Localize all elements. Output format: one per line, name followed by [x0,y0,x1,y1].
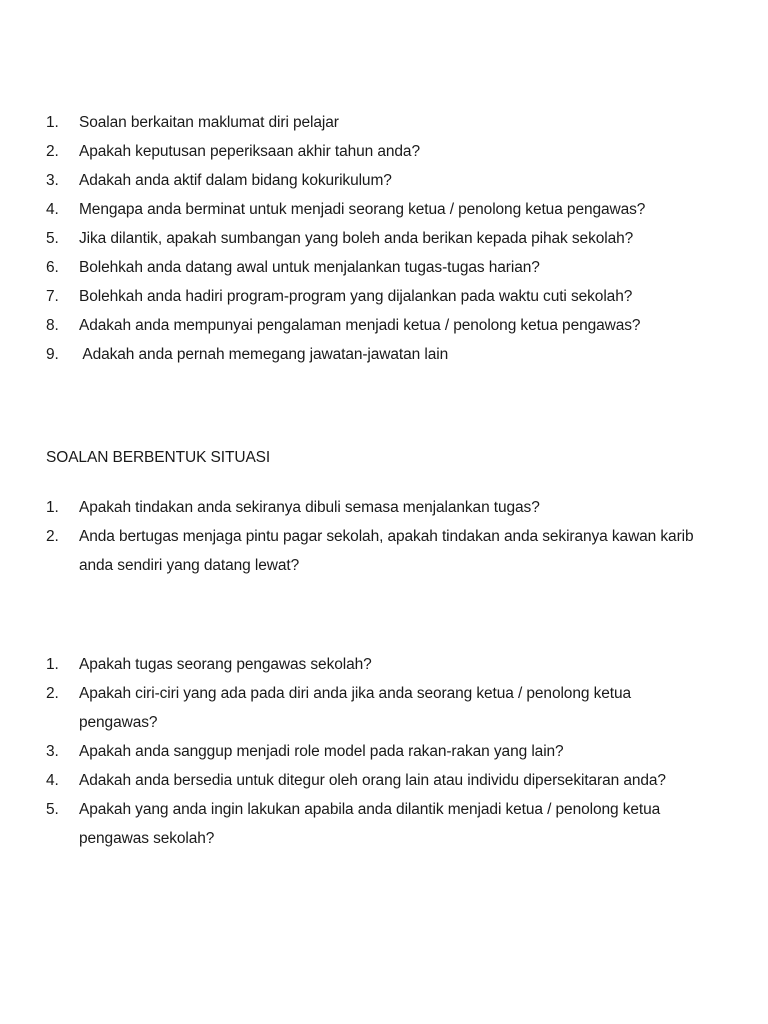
item-number: 4. [46,772,59,789]
item-number: 4. [46,201,59,218]
item-text: Soalan berkaitan maklumat diri pelajar [79,114,339,131]
item-text: Adakah anda pernah memegang jawatan-jawatan lain [79,346,449,363]
item-text: Adakah anda bersedia untuk ditegur oleh orang lain atau individu dipersekitaran anda? [79,772,666,789]
item-text: Bolehkah anda datang awal untuk menjalankan tugas-tugas harian? [79,259,540,276]
item-text: Anda bertugas menjaga pintu pagar sekolah, apakah tindakan anda sekiranya kawan karib anda sendiri yang datang lewat? [79,528,694,574]
duty-questions-list [46,650,746,853]
item-number: 1. [46,499,59,516]
item-text: Bolehkah anda hadiri program-program yang dijalankan pada waktu cuti sekolah? [79,288,633,305]
list-item [46,224,746,253]
list-item [46,679,699,737]
item-number: 2. [46,143,59,160]
item-text: Jika dilantik, apakah sumbangan yang boleh anda berikan kepada pihak sekolah? [79,230,634,247]
item-number: 7. [46,288,59,305]
list-item [46,522,719,580]
item-number: 2. [46,685,59,702]
list-item [46,650,746,679]
item-text: Apakah yang anda ingin lakukan apabila anda dilantik menjadi ketua / penolong ketua pengawas sekolah? [79,801,661,847]
item-text: Adakah anda aktif dalam bidang kokurikulum? [79,172,392,189]
item-number: 5. [46,801,59,818]
item-number: 2. [46,528,59,545]
list-item [46,795,729,853]
item-number: 3. [46,743,59,760]
item-number: 3. [46,172,59,189]
item-number: 6. [46,259,59,276]
item-number: 9. [46,346,59,363]
situation-questions-list [46,493,746,580]
item-text: Mengapa anda berminat untuk menjadi seorang ketua / penolong ketua pengawas? [79,201,646,218]
list-item [46,311,746,340]
item-text: Adakah anda mempunyai pengalaman menjadi ketua / penolong ketua pengawas? [79,317,641,334]
list-item [46,493,746,522]
section-heading-situation: SOALAN BERBENTUK SITUASI [46,449,271,466]
list-item [46,737,746,766]
item-text: Apakah tugas seorang pengawas sekolah? [79,656,372,673]
list-item [46,340,746,369]
list-item [46,766,746,795]
item-number: 1. [46,114,59,131]
list-item [46,195,746,224]
item-number: 8. [46,317,59,334]
item-number: 1. [46,656,59,673]
personal-questions-list [46,108,746,369]
item-text: Apakah anda sanggup menjadi role model pada rakan-rakan yang lain? [79,743,564,760]
list-item [46,137,746,166]
list-item [46,108,746,137]
item-text: Apakah ciri-ciri yang ada pada diri anda jika anda seorang ketua / penolong ketua pengawas? [79,685,631,731]
list-item [46,282,746,311]
list-item [46,253,746,282]
item-text: Apakah keputusan peperiksaan akhir tahun anda? [79,143,420,160]
item-number: 5. [46,230,59,247]
item-text: Apakah tindakan anda sekiranya dibuli semasa menjalankan tugas? [79,499,540,516]
list-item [46,166,746,195]
